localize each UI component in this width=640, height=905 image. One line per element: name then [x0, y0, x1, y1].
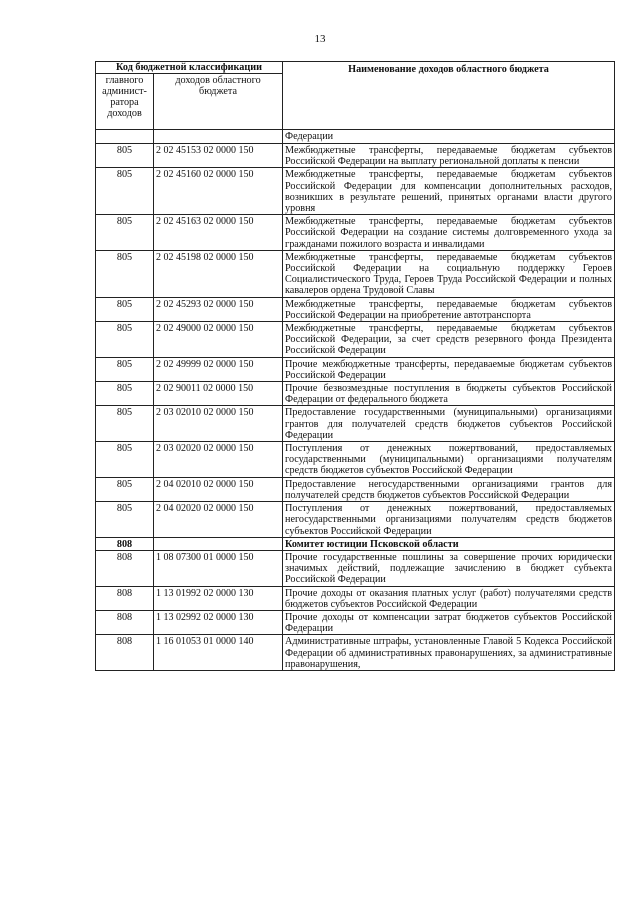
income-name-cell: Прочие государственные пошлины за совершение прочих юридически значимых действий, подлежащие зачислению в бюджет субъекта Российской Федерации	[283, 550, 615, 586]
admin-code-cell: 805	[96, 168, 154, 215]
admin-code-cell: 805	[96, 144, 154, 168]
table-row	[96, 357, 615, 381]
admin-code-cell: 805	[96, 357, 154, 381]
income-code-cell: 1 13 02992 02 0000 130	[154, 610, 283, 634]
income-code-cell: 2 02 49999 02 0000 150	[154, 357, 283, 381]
table-row	[96, 382, 615, 406]
income-code-cell: 2 02 45160 02 0000 150	[154, 168, 283, 215]
table-row	[96, 586, 615, 610]
income-name-cell: Прочие безвозмездные поступления в бюджеты субъектов Российской Федерации от федерального бюджета	[283, 382, 615, 406]
income-code-cell: 2 04 02020 02 0000 150	[154, 502, 283, 538]
table-row	[96, 297, 615, 321]
income-code-cell: 2 03 02020 02 0000 150	[154, 442, 283, 478]
admin-code-cell: 808	[96, 635, 154, 671]
admin-code-cell: 805	[96, 215, 154, 251]
income-name-cell: Предоставление негосударственными организациями грантов для получателей средств бюджетов субъектов Российской Федерации	[283, 477, 615, 501]
section-title: Комитет юстиции Псковской области	[283, 537, 615, 550]
income-code-cell: 2 02 45163 02 0000 150	[154, 215, 283, 251]
header-regional-income-code: доходов областного бюджета	[154, 74, 283, 130]
admin-code-cell: 808	[96, 610, 154, 634]
budget-classification-table	[95, 61, 615, 671]
admin-code-cell: 805	[96, 502, 154, 538]
table-header	[96, 62, 615, 130]
table-row	[96, 144, 615, 168]
income-code-cell: 2 02 45153 02 0000 150	[154, 144, 283, 168]
income-code-cell: 2 04 02010 02 0000 150	[154, 477, 283, 501]
admin-code-cell: 805	[96, 406, 154, 442]
income-name-cell: Поступления от денежных пожертвований, предоставляемых негосударственными организациями получателям средств бюджетов субъектов Российской Федерации	[283, 502, 615, 538]
income-code-cell	[154, 537, 283, 550]
table-row	[96, 322, 615, 358]
admin-code-cell: 808	[96, 537, 154, 550]
income-name-cell: Поступления от денежных пожертвований, предоставляемых государственными (муниципальными) организациями получателям средств бюджетов субъектов Российской Федерации	[283, 442, 615, 478]
income-name-cell: Межбюджетные трансферты, передаваемые бюджетам субъектов Российской Федерации на выплату региональной доплаты к пенсии	[283, 144, 615, 168]
income-name-cell: Прочие доходы от оказания платных услуг (работ) получателями средств бюджетов субъектов Российской Федерации	[283, 586, 615, 610]
admin-code-cell: 805	[96, 322, 154, 358]
income-name-cell: Административные штрафы, установленные Главой 5 Кодекса Российской Федерации об административных правонарушениях, за административные правонарушения,	[283, 635, 615, 671]
income-name-cell: Межбюджетные трансферты, передаваемые бюджетам субъектов Российской Федерации для компенсации дополнительных расходов, возникших в результате решений, принятых органами власти другого уровня	[283, 168, 615, 215]
income-code-cell: 1 16 01053 01 0000 140	[154, 635, 283, 671]
income-code-cell: 1 08 07300 01 0000 150	[154, 550, 283, 586]
admin-code-cell: 805	[96, 477, 154, 501]
income-code-cell: 2 02 90011 02 0000 150	[154, 382, 283, 406]
continuation-code-cell	[154, 130, 283, 144]
table-row	[96, 502, 615, 538]
header-budget-classification-code: Код бюджетной классификации	[96, 62, 283, 74]
table-row	[96, 250, 615, 297]
income-name-cell: Предоставление государственными (муниципальными) организациями грантов для получателей средств бюджетов субъектов Российской Федерации	[283, 406, 615, 442]
income-name-cell: Межбюджетные трансферты, передаваемые бюджетам субъектов Российской Федерации на создание системы долговременного ухода за гражданами пожилого возраста и инвалидами	[283, 215, 615, 251]
page-number: 13	[314, 33, 326, 45]
admin-code-cell: 805	[96, 382, 154, 406]
table-row	[96, 477, 615, 501]
income-code-cell: 2 03 02010 02 0000 150	[154, 406, 283, 442]
income-name-cell: Межбюджетные трансферты, передаваемые бюджетам субъектов Российской Федерации на приобретение автотранспорта	[283, 297, 615, 321]
income-name-cell: Прочие межбюджетные трансферты, передаваемые бюджетам субъектов Российской Федерации	[283, 357, 615, 381]
table-row	[96, 635, 615, 671]
continuation-admin-cell	[96, 130, 154, 144]
continuation-row	[96, 130, 615, 144]
income-name-cell: Межбюджетные трансферты, передаваемые бюджетам субъектов Российской Федерации, за счет средств резервного фонда Президента Российской Федерации	[283, 322, 615, 358]
income-name-cell: Межбюджетные трансферты, передаваемые бюджетам субъектов Российской Федерации на социальную поддержку Героев Социалистического Труда, Героев Труда Российской Федерации и полных кавалеров ордена Трудовой Славы	[283, 250, 615, 297]
admin-code-cell: 808	[96, 586, 154, 610]
admin-code-cell: 805	[96, 442, 154, 478]
table-row	[96, 442, 615, 478]
table-row	[96, 215, 615, 251]
table-row	[96, 406, 615, 442]
income-code-cell: 1 13 01992 02 0000 130	[154, 586, 283, 610]
header-income-name: Наименование доходов областного бюджета	[283, 62, 615, 130]
table-row	[96, 610, 615, 634]
income-code-cell: 2 02 45198 02 0000 150	[154, 250, 283, 297]
table-body	[96, 130, 615, 671]
income-code-cell: 2 02 45293 02 0000 150	[154, 297, 283, 321]
table-row	[96, 550, 615, 586]
continuation-text: Федерации	[283, 130, 615, 144]
income-code-cell: 2 02 49000 02 0000 150	[154, 322, 283, 358]
income-name-cell: Прочие доходы от компенсации затрат бюджетов субъектов Российской Федерации	[283, 610, 615, 634]
admin-code-cell: 808	[96, 550, 154, 586]
header-main-administrator: главного админист-ратора доходов	[96, 74, 154, 130]
admin-code-cell: 805	[96, 297, 154, 321]
admin-code-cell: 805	[96, 250, 154, 297]
table-row	[96, 168, 615, 215]
section-row	[96, 537, 615, 550]
